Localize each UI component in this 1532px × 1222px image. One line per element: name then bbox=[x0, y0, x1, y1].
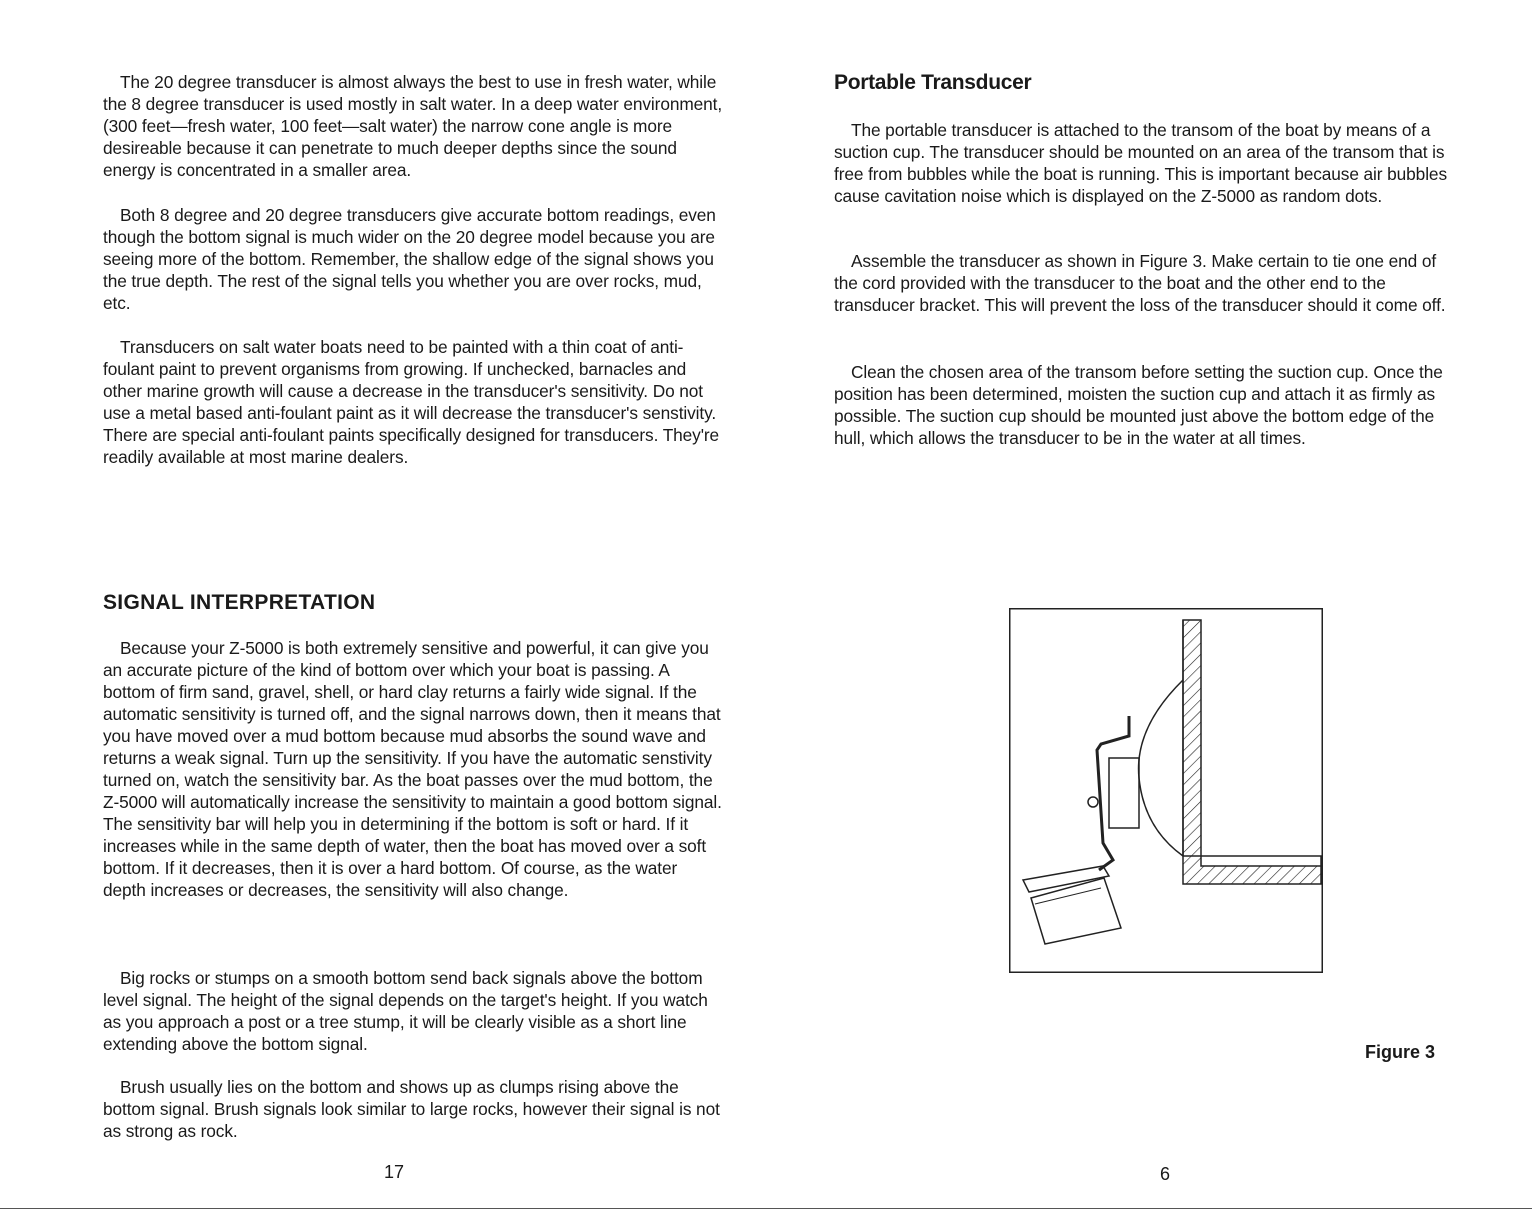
paragraph-assemble: Assemble the transducer as shown in Figure 3. Make certain to tie one end of the cord provided with the transducer to the boat and the other end to the transducer bracket. This will prevent the loss of the transducer should it come off. bbox=[834, 251, 1446, 315]
suction-cup bbox=[1139, 680, 1183, 856]
section-heading-signal-interpretation: SIGNAL INTERPRETATION bbox=[103, 591, 376, 614]
mount-block bbox=[1109, 758, 1139, 828]
transducer-mount-illustration bbox=[1009, 608, 1323, 973]
bracket-screw bbox=[1088, 797, 1098, 807]
figure-3-transducer-mount bbox=[1009, 608, 1323, 973]
paragraph-clean-transom: Clean the chosen area of the transom before setting the suction cup. Once the position has been determined, moisten the suction cup and attach it as firmly as possible. The suction cup should be mounted just above the bottom edge of the hull, which allows the transducer to be in the water at all times. bbox=[834, 362, 1443, 448]
page-number-right: 6 bbox=[1160, 1164, 1171, 1184]
hull-transom bbox=[1183, 620, 1323, 884]
paragraph-anti-foulant: Transducers on salt water boats need to be painted with a thin coat of anti-foulant paint to prevent organisms from growing. If unchecked, barnacles and other marine growth will cause a decrease in the transducer's sensitivity. Do not use a metal based anti-foulant paint as it will decrease the transducer's senstivity. There are special anti-foulant paints specifically designed for transducers. They're readily available at most marine dealers. bbox=[103, 337, 720, 467]
paragraph-transducer-choice: The 20 degree transducer is almost always the best to use in fresh water, while the 8 degree transducer is used mostly in salt water. In a deep water environment, (300 feet—fresh water, 100 feet—salt water) the narrow cone angle is more desireable because it can penetrate to much deeper depths since the sound energy is concentrated in a smaller area. bbox=[103, 72, 723, 180]
page-number-left: 17 bbox=[384, 1162, 405, 1182]
transducer-body bbox=[1031, 878, 1121, 944]
figure-frame bbox=[1010, 609, 1323, 973]
paragraph-bottom-readings: Both 8 degree and 20 degree transducers give accurate bottom readings, even though the bottom signal is much wider on the 20 degree model because you are seeing more of the bottom. Remember, the shallow edge of the signal shows you the true depth. The rest of the signal tells you whether you are over rocks, mud, etc. bbox=[103, 205, 716, 313]
page-bottom-edge bbox=[0, 1208, 1532, 1209]
paragraph-rocks-stumps: Big rocks or stumps on a smooth bottom send back signals above the bottom level signal. The height of the signal depends on the target's height. If you watch as you approach a post or a tree stump, it will be clearly visible as a short line extending above the bottom signal. bbox=[103, 968, 708, 1054]
transducer-bracket bbox=[1097, 716, 1129, 870]
paragraph-brush: Brush usually lies on the bottom and shows up as clumps rising above the bottom signal. Brush signals look similar to large rocks, however their signal is not as strong as rock. bbox=[103, 1077, 720, 1141]
section-heading-portable-transducer: Portable Transducer bbox=[834, 71, 1032, 94]
paragraph-bottom-types: Because your Z-5000 is both extremely sensitive and powerful, it can give you an accurate picture of the kind of bottom over which your boat is passing. A bottom of firm sand, gravel, shell, or hard clay returns a fairly wide signal. If the automatic sensitivity is turned off, and the signal narrows down, then it means that you have moved over a mud bottom because mud absorbs the sound wave and returns a weak signal. Turn up the sensitivity. If you have the automatic senstivity turned on, watch the sensitivity bar. As the boat passes over the mud bottom, the Z-5000 will automatically increase the sensitivity to maintain a good bottom signal. The sensitivity bar will help you in determining if the bottom is soft or hard. If it increases while in the same depth of water, then the boat has moved over a soft bottom. If it decreases, then it is over a hard bottom. Of course, as the water depth increases or decreases, the sensitivity will also change. bbox=[103, 638, 722, 900]
figure-caption: Figure 3 bbox=[1365, 1042, 1436, 1062]
paragraph-suction-cup: The portable transducer is attached to the transom of the boat by means of a suction cup. The transducer should be mounted on an area of the transom that is free from bubbles while the boat is running. This is important because air bubbles cause cavitation noise which is displayed on the Z-5000 as random dots. bbox=[834, 120, 1447, 206]
